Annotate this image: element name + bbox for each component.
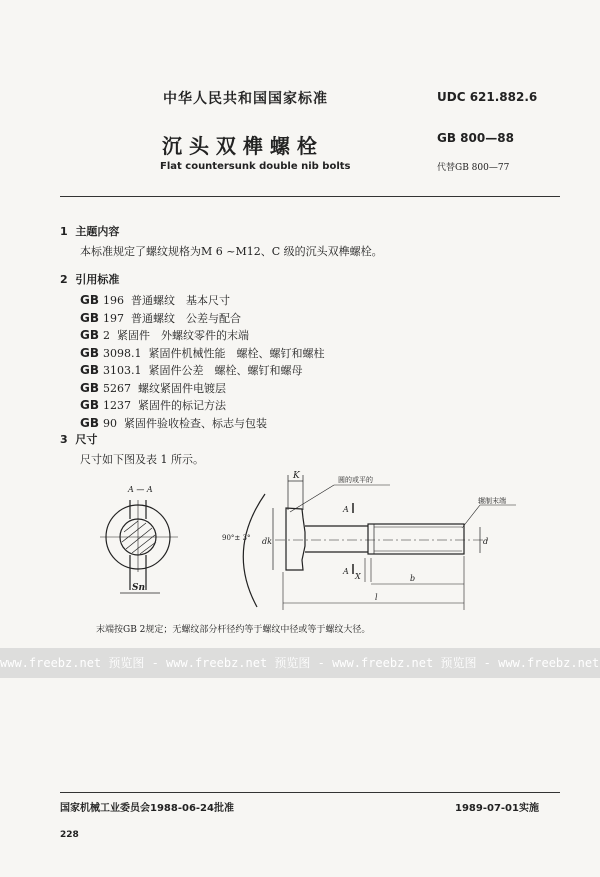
bolt-drawing <box>0 460 600 620</box>
ref-prefix: GB <box>80 328 99 342</box>
ref-title: 紧固件验收检查、标志与包装 <box>124 416 267 430</box>
reference-item <box>80 292 325 310</box>
reference-item <box>80 380 325 398</box>
replaces: 代替GB 800—77 <box>437 163 510 173</box>
standard-code: GB 800—88 <box>437 131 514 145</box>
ref-number: 197 <box>103 311 124 325</box>
ref-prefix: GB <box>80 398 99 412</box>
l-label: l <box>375 593 378 602</box>
section-1-text: 本标准规定了螺纹规格为M 6 ~M12、C 级的沉头双榫螺栓。 <box>80 245 383 258</box>
ref-prefix: GB <box>80 363 99 377</box>
footer-rule <box>60 792 560 793</box>
ref-title: 紧固件的标记方法 <box>138 399 226 412</box>
d-label: d <box>483 537 489 546</box>
section-mark-top: A <box>343 505 349 514</box>
watermark-band: www.freebz.net 预览图 - www.freebz.net 预览图 - www.freebz.net 预览图 - www.freebz.net <box>0 648 600 678</box>
reference-item <box>80 310 325 328</box>
rolled-end-label: 辗制末端 <box>478 497 506 505</box>
k-label: K <box>293 471 300 481</box>
ref-prefix: GB <box>80 310 99 325</box>
ref-prefix: GB <box>80 293 99 307</box>
ref-title: 普通螺纹 公差与配合 <box>131 311 241 325</box>
ref-number: 3098.1 <box>103 346 142 360</box>
ref-title: 紧固件机械性能 螺栓、螺钉和螺柱 <box>148 346 325 360</box>
reference-item <box>80 327 325 345</box>
section-3-heading: 3 尺寸 <box>60 433 98 446</box>
page-number: 228 <box>60 830 79 840</box>
ref-number: 196 <box>103 294 124 307</box>
bolt-head <box>286 508 305 570</box>
ref-prefix: GB <box>80 345 99 360</box>
section-1-heading: 1 主题内容 <box>60 225 120 238</box>
threaded-section <box>368 524 464 554</box>
b-label: b <box>410 574 416 583</box>
ref-title: 紧固件公差 螺栓、螺钉和螺母 <box>148 364 303 377</box>
header-rule <box>60 196 560 197</box>
ref-title: 普通螺纹 基本尺寸 <box>131 294 230 307</box>
dk-label: dk <box>262 537 272 546</box>
ref-prefix: GB <box>80 380 99 395</box>
reference-item <box>80 397 325 415</box>
effective-date: 1989-07-01实施 <box>455 803 539 814</box>
ref-number: 1237 <box>103 399 131 412</box>
sn-label: Sn <box>132 583 146 593</box>
ref-title: 紧固件 外螺纹零件的末端 <box>117 329 249 342</box>
section-3-text: 尺寸如下图及表 1 所示。 <box>80 453 204 466</box>
title-cn: 沉 头 双 榫 螺 栓 <box>162 134 317 158</box>
angle-arc <box>243 494 265 607</box>
section-label: A — A <box>128 485 153 494</box>
x-label: X <box>355 572 361 581</box>
section-mark-bottom: A <box>343 567 349 576</box>
reference-item <box>80 362 325 380</box>
title-en: Flat countersunk double nib bolts <box>160 161 351 172</box>
figure-note: 末端按GB 2规定；无螺纹部分杆径约等于螺纹中径或等于螺纹大径。 <box>96 625 371 635</box>
ref-prefix: GB <box>80 415 99 430</box>
ref-number: 90 <box>103 416 117 430</box>
ref-number: 3103.1 <box>103 364 142 377</box>
angle-label: 90°± 3° <box>222 534 251 542</box>
ref-title: 螺纹紧固件电镀层 <box>138 381 226 395</box>
issuing-org: 中华人民共和国国家标准 <box>163 91 328 107</box>
ref-number: 5267 <box>103 381 131 395</box>
reference-item <box>80 345 325 363</box>
ref-number: 2 <box>103 329 110 342</box>
udc-code: UDC 621.882.6 <box>437 90 538 104</box>
section-2-heading: 2 引用标准 <box>60 273 120 286</box>
reference-item <box>80 415 325 433</box>
reference-list <box>80 292 325 432</box>
round-flat-label: 圆的或平的 <box>338 476 373 484</box>
approval-info: 国家机械工业委员会1988-06-24批准 <box>60 803 234 814</box>
